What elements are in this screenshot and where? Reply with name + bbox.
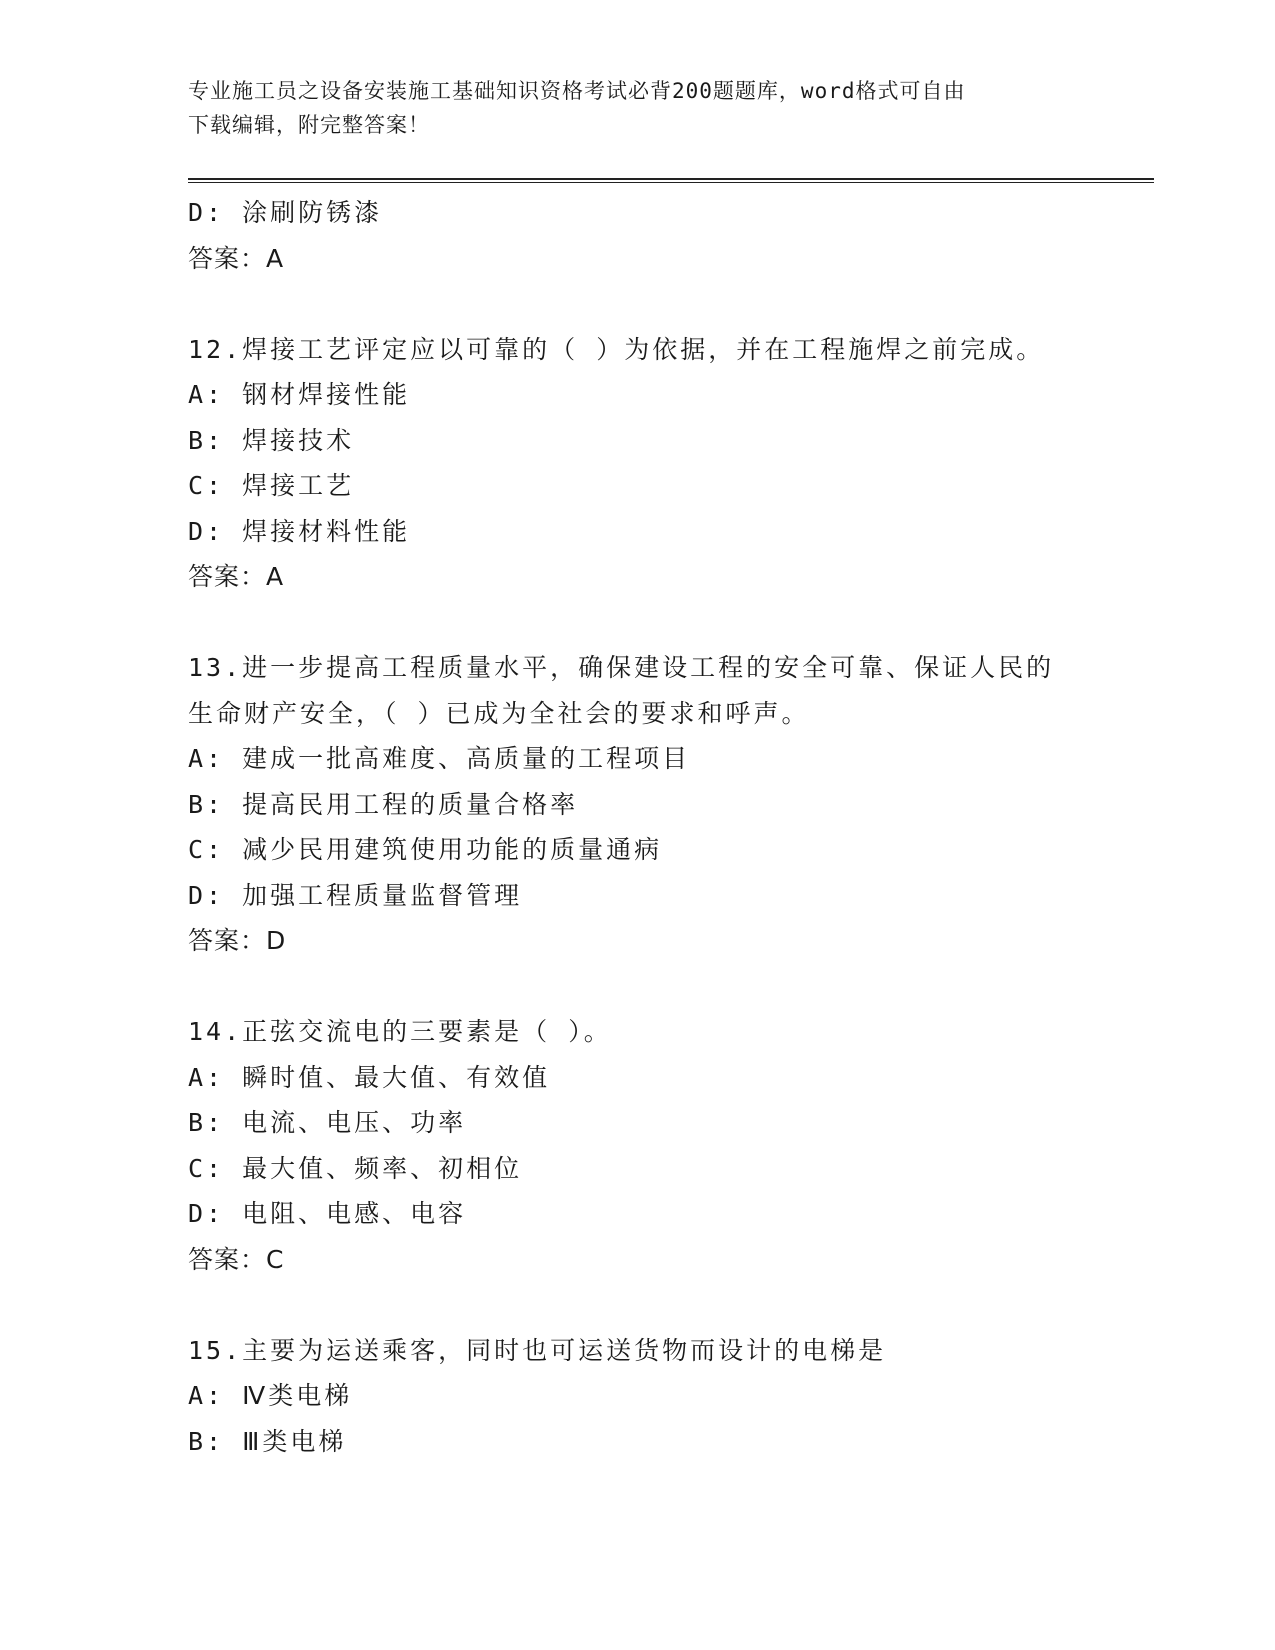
question-stem: 14.正弦交流电的三要素是（ ）。: [188, 1017, 612, 1046]
question-15: [188, 1328, 1128, 1465]
option-d: D: 涂刷防锈漆: [188, 198, 383, 227]
option-b: B: Ⅲ类电梯: [188, 1426, 347, 1456]
option-d: D: 焊接材料性能: [188, 516, 411, 546]
option-d: D: 加强工程质量监督管理: [188, 880, 523, 910]
question-stem: 12.焊接工艺评定应以可靠的（ ）为依据，并在工程施焊之前完成。: [188, 334, 1045, 364]
header-divider: [188, 178, 1154, 183]
header-line-2: 下载编辑，附完整答案！: [188, 113, 430, 137]
option-a: A: 建成一批高难度、高质量的工程项目: [188, 744, 691, 773]
option-c: C: 焊接工艺: [188, 471, 355, 500]
previous-question-tail: [188, 190, 1128, 281]
page-header: [188, 74, 1068, 142]
answer: 答案：C: [188, 1244, 285, 1274]
spacer: [188, 281, 1128, 327]
option-b: B: 焊接技术: [188, 425, 355, 455]
answer: 答案：A: [188, 562, 285, 591]
answer: 答案：D: [188, 926, 287, 955]
document-body: [188, 190, 1128, 1464]
spacer: [188, 600, 1128, 646]
option-a: A: 钢材焊接性能: [188, 380, 411, 409]
option-a: A: 瞬时值、最大值、有效值: [188, 1062, 551, 1092]
spacer: [188, 1282, 1128, 1328]
header-line-1: 专业施工员之设备安装施工基础知识资格考试必背200题题库，word格式可自由: [188, 79, 966, 103]
option-a: A: Ⅳ类电梯: [188, 1381, 353, 1410]
option-b: B: 电流、电压、功率: [188, 1108, 467, 1137]
question-13: [188, 645, 1128, 964]
question-12: [188, 327, 1128, 600]
option-c: C: 减少民用建筑使用功能的质量通病: [188, 835, 663, 864]
question-stem: 15.主要为运送乘客，同时也可运送货物而设计的电梯是: [188, 1335, 887, 1365]
spacer: [188, 964, 1128, 1010]
option-c: C: 最大值、频率、初相位: [188, 1153, 523, 1183]
answer: 答案：A: [188, 243, 285, 273]
question-stem-line-2: 生命财产安全，（ ）已成为全社会的要求和呼声。: [188, 698, 810, 728]
option-b: B: 提高民用工程的质量合格率: [188, 789, 579, 819]
option-d: D: 电阻、电感、电容: [188, 1199, 467, 1228]
question-14: [188, 1009, 1128, 1282]
question-stem-line-1: 13.进一步提高工程质量水平，确保建设工程的安全可靠、保证人民的: [188, 653, 1055, 682]
